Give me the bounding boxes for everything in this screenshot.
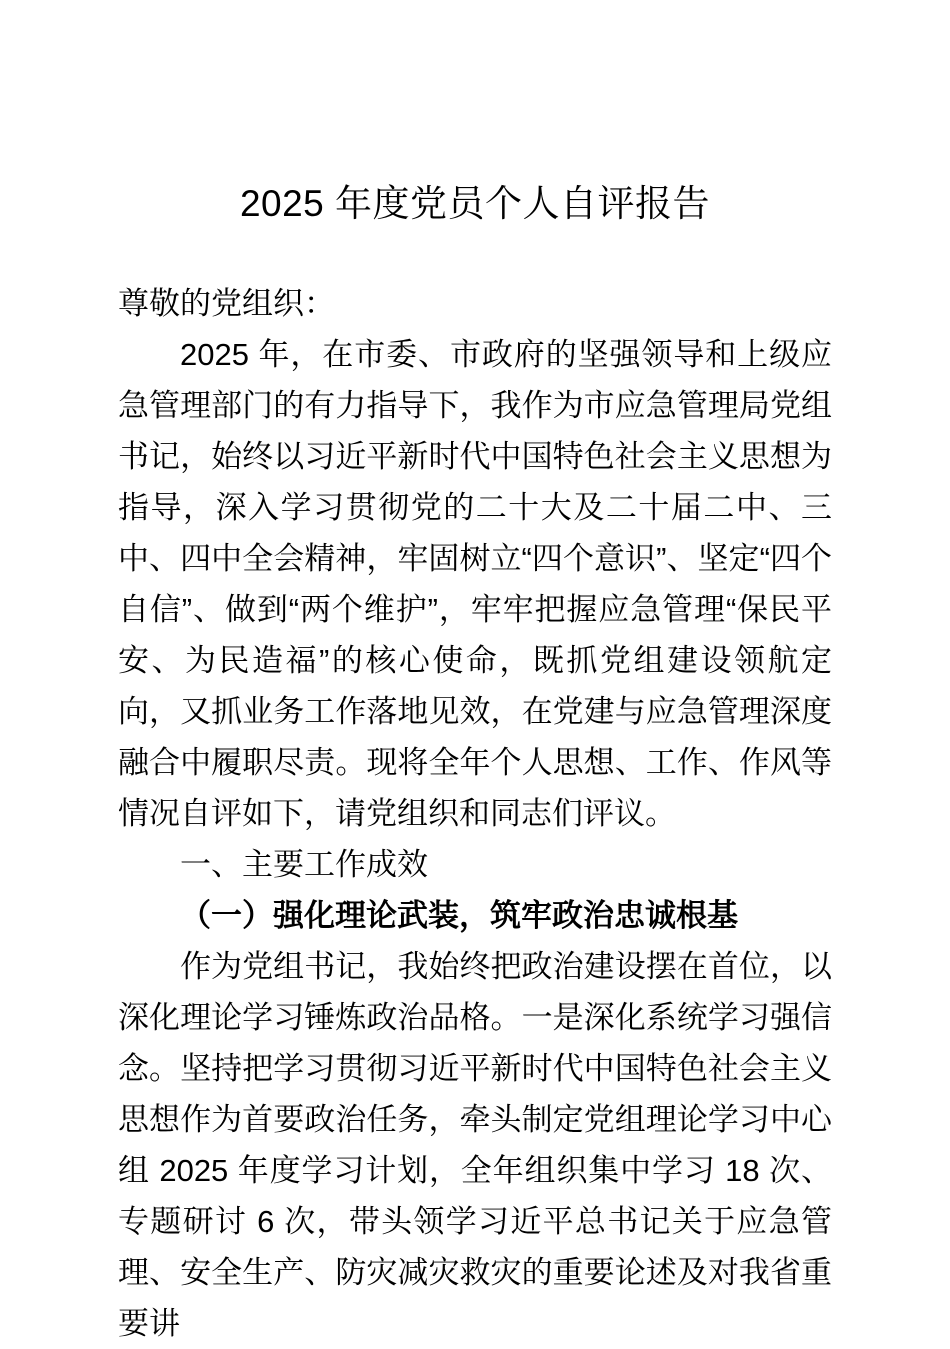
section-heading-1: 一、主要工作成效 — [180, 847, 428, 882]
salutation-line: 尊敬的党组织： — [118, 286, 335, 321]
body-paragraph-1: 作为党组书记，我始终把政治建设摆在首位，以深化理论学习锤炼政治品格。一是深化系统学习强信念。坚持把学习贯彻习近平新时代中国特色社会主义思想作为首要政治任务，牵头制定党组理论学习中心组 2025 年度学习计划，全年组织集中学习 18 次、专题研讨 6 次，带头领学习近平总书记关于应急管理、安全生产、防灾减灾救灾的重要论述及对我省重要讲 — [118, 949, 832, 1341]
opening-paragraph: 2025 年，在市委、市政府的坚强领导和上级应急管理部门的有力指导下，我作为市应急管理局党组书记，始终以习近平新时代中国特色社会主义思想为指导，深入学习贯彻党的二十大及二十届二中、三中、四中全会精神，牢固树立“四个意识”、坚定“四个自信”、做到“两个维护”，牢牢把握应急管理“保民平安、为民造福”的核心使命，既抓党组建设领航定向，又抓业务工作落地见效，在党建与应急管理深度融合中履职尽责。现将全年个人思想、工作、作风等情况自评如下，请党组织和同志们评议。 — [118, 337, 832, 831]
page-title: 2025 年度党员个人自评报告 — [239, 183, 711, 224]
document-content — [118, 278, 832, 1349]
subsection-heading-1-1: （一）强化理论武装，筑牢政治忠诚根基 — [180, 898, 738, 933]
